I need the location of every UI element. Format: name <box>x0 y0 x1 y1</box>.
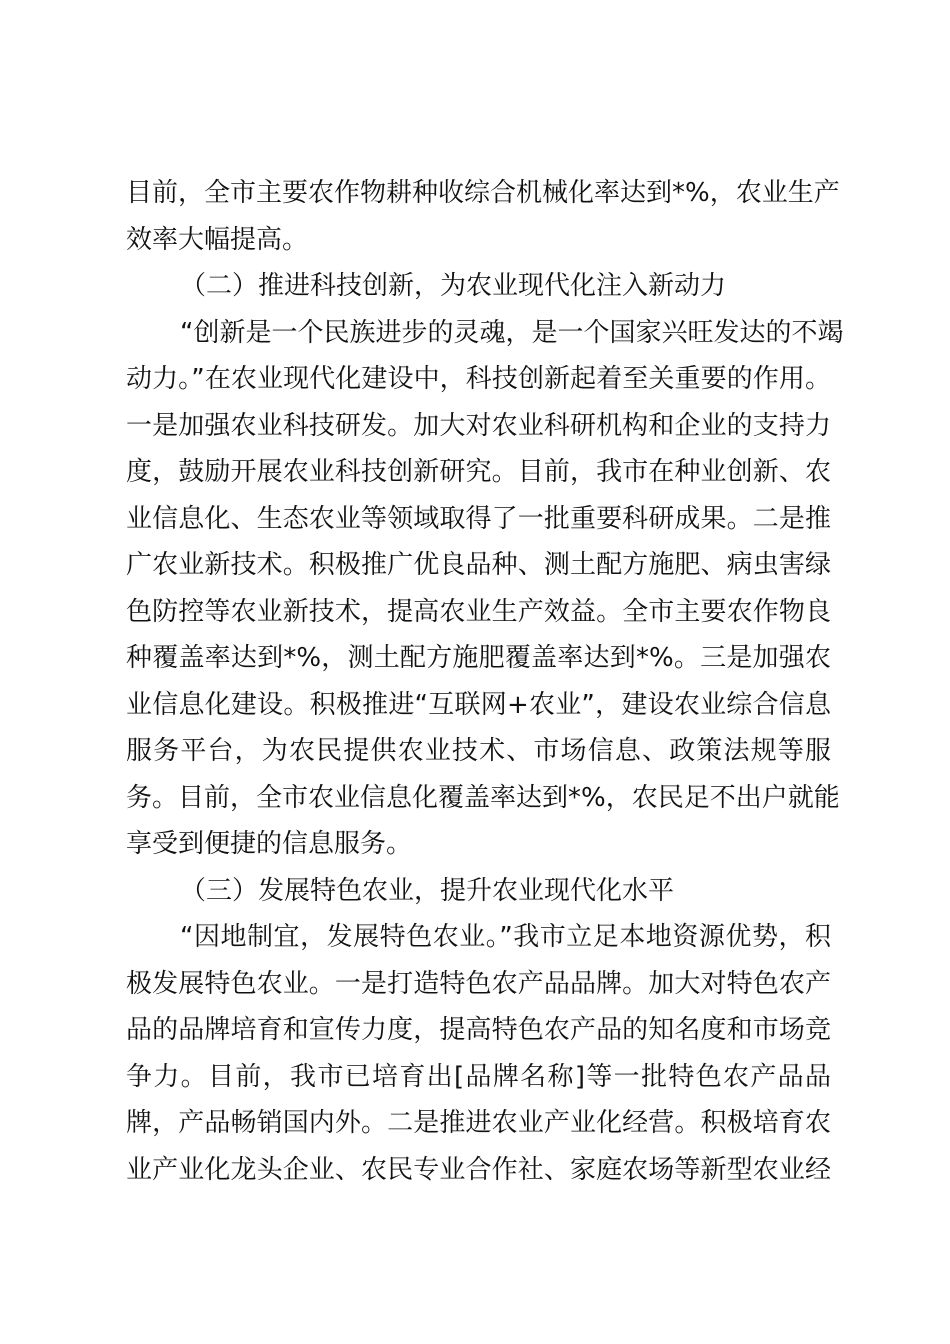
paragraph-line: 业产业化龙头企业、农民专业合作社、家庭农场等新型农业经 <box>126 1154 831 1185</box>
paragraph-line: 业信息化、生态农业等领域取得了一批重要科研成果。二是推 <box>126 503 831 534</box>
paragraph-line: 务。目前，全市农业信息化覆盖率达到*%，农民足不出户就能 <box>126 782 840 813</box>
paragraph-line: 动力。”在农业现代化建设中，科技创新起着至关重要的作用。 <box>126 364 831 394</box>
paragraph-line: 广农业新技术。积极推广优良品种、测土配方施肥、病虫害绿 <box>126 550 831 580</box>
paragraph-line: 效率大幅提高。 <box>126 224 309 255</box>
section-heading: （三）发展特色农业，提升农业现代化水平 <box>180 875 675 906</box>
paragraph-line: 品的品牌培育和宣传力度，提高特色农产品的知名度和市场竞 <box>126 1015 831 1045</box>
paragraph-line: 度，鼓励开展农业科技创新研究。目前，我市在种业创新、农 <box>126 457 831 487</box>
section-heading: （二）推进科技创新，为农业现代化注入新动力 <box>180 271 727 301</box>
paragraph-line: 牌，产品畅销国内外。二是推进农业产业化经营。积极培育农 <box>126 1108 831 1138</box>
paragraph-line: 业信息化建设。积极推进“互联网+农业”，建设农业综合信息 <box>126 689 831 720</box>
paragraph-line: 争力。目前，我市已培育出[品牌名称]等一批特色农产品品 <box>126 1061 831 1092</box>
paragraph-line: 服务平台，为农民提供农业技术、市场信息、政策法规等服 <box>126 736 831 766</box>
paragraph-line: 一是加强农业科技研发。加大对农业科研机构和企业的支持力 <box>126 410 831 441</box>
paragraph-line: 色防控等农业新技术，提高农业生产效益。全市主要农作物良 <box>126 596 831 627</box>
paragraph-line: 享受到便捷的信息服务。 <box>126 829 413 859</box>
paragraph-line: 目前，全市主要农作物耕种收综合机械化率达到*%，农业生产 <box>126 178 840 208</box>
document-body <box>126 170 844 1193</box>
paragraph-line: 种覆盖率达到*%，测土配方施肥覆盖率达到*%。三是加强农 <box>126 643 831 673</box>
paragraph-line: 极发展特色农业。一是打造特色农产品品牌。加大对特色农产 <box>126 968 831 999</box>
paragraph-line: “因地制宜，发展特色农业。”我市立足本地资源优势，积 <box>180 922 831 952</box>
paragraph-line: “创新是一个民族进步的灵魂，是一个国家兴旺发达的不竭 <box>180 317 844 348</box>
